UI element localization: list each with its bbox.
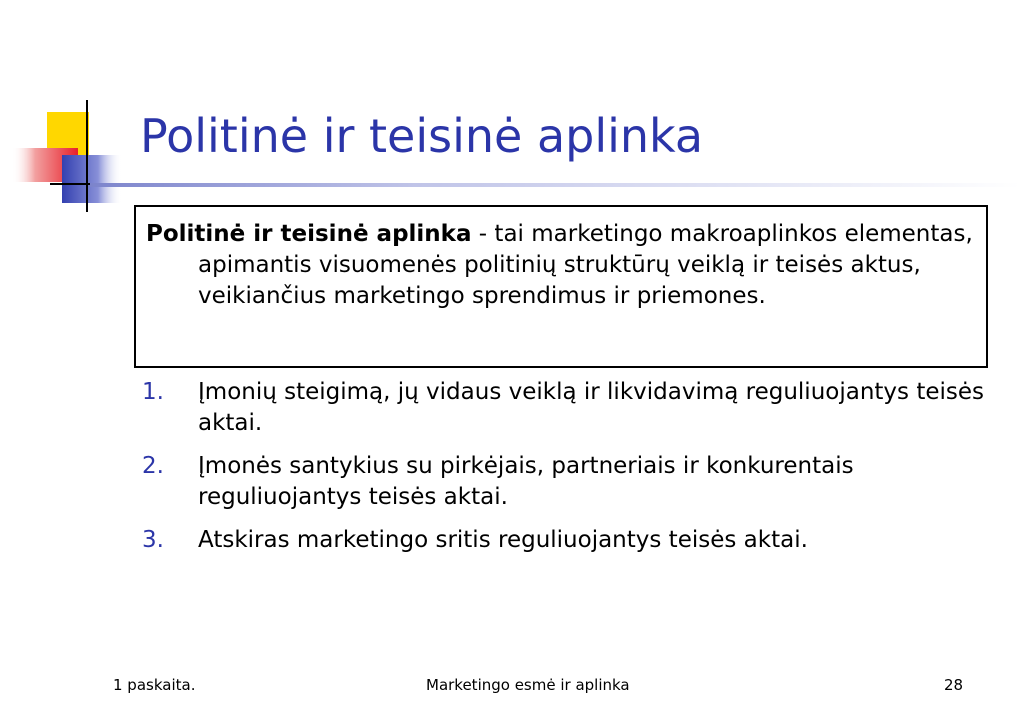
footer-lecture-label: 1 paskaita. xyxy=(113,676,196,694)
slide-title: Politinė ir teisinė aplinka xyxy=(140,109,704,163)
slide-logo-decoration xyxy=(0,0,140,220)
list-item xyxy=(142,525,1012,556)
definition-box xyxy=(134,205,988,368)
list-item-number: 2. xyxy=(142,453,164,479)
list-item-text: Įmonių steigimą, jų vidaus veiklą ir likvidavimą reguliuojantys teisės aktai. xyxy=(198,379,985,436)
definition-paragraph xyxy=(146,219,978,312)
list-item xyxy=(142,451,1012,513)
footer-topic: Marketingo esmė ir aplinka xyxy=(426,676,630,694)
definition-term: Politinė ir teisinė aplinka xyxy=(146,221,472,247)
definition-text: - tai marketingo makroaplinkos elementas, apimantis visuomenės politinių struktūrų veiklą ir teisės aktus, veikiančius marketingo sprendimus ir priemones. xyxy=(198,221,973,309)
logo-blue-square xyxy=(62,155,122,203)
list-item xyxy=(142,377,1012,439)
list-item-number: 1. xyxy=(142,379,164,405)
list-item-text: Įmonės santykius su pirkėjais, partneriais ir konkurentais reguliuojantys teisės aktai. xyxy=(198,453,854,510)
title-underline xyxy=(90,183,1020,187)
list-item-text: Atskiras marketingo sritis reguliuojantys teisės aktai. xyxy=(198,527,808,553)
list-item-number: 3. xyxy=(142,527,164,553)
numbered-list xyxy=(142,377,1012,568)
footer-page-number: 28 xyxy=(944,676,964,694)
